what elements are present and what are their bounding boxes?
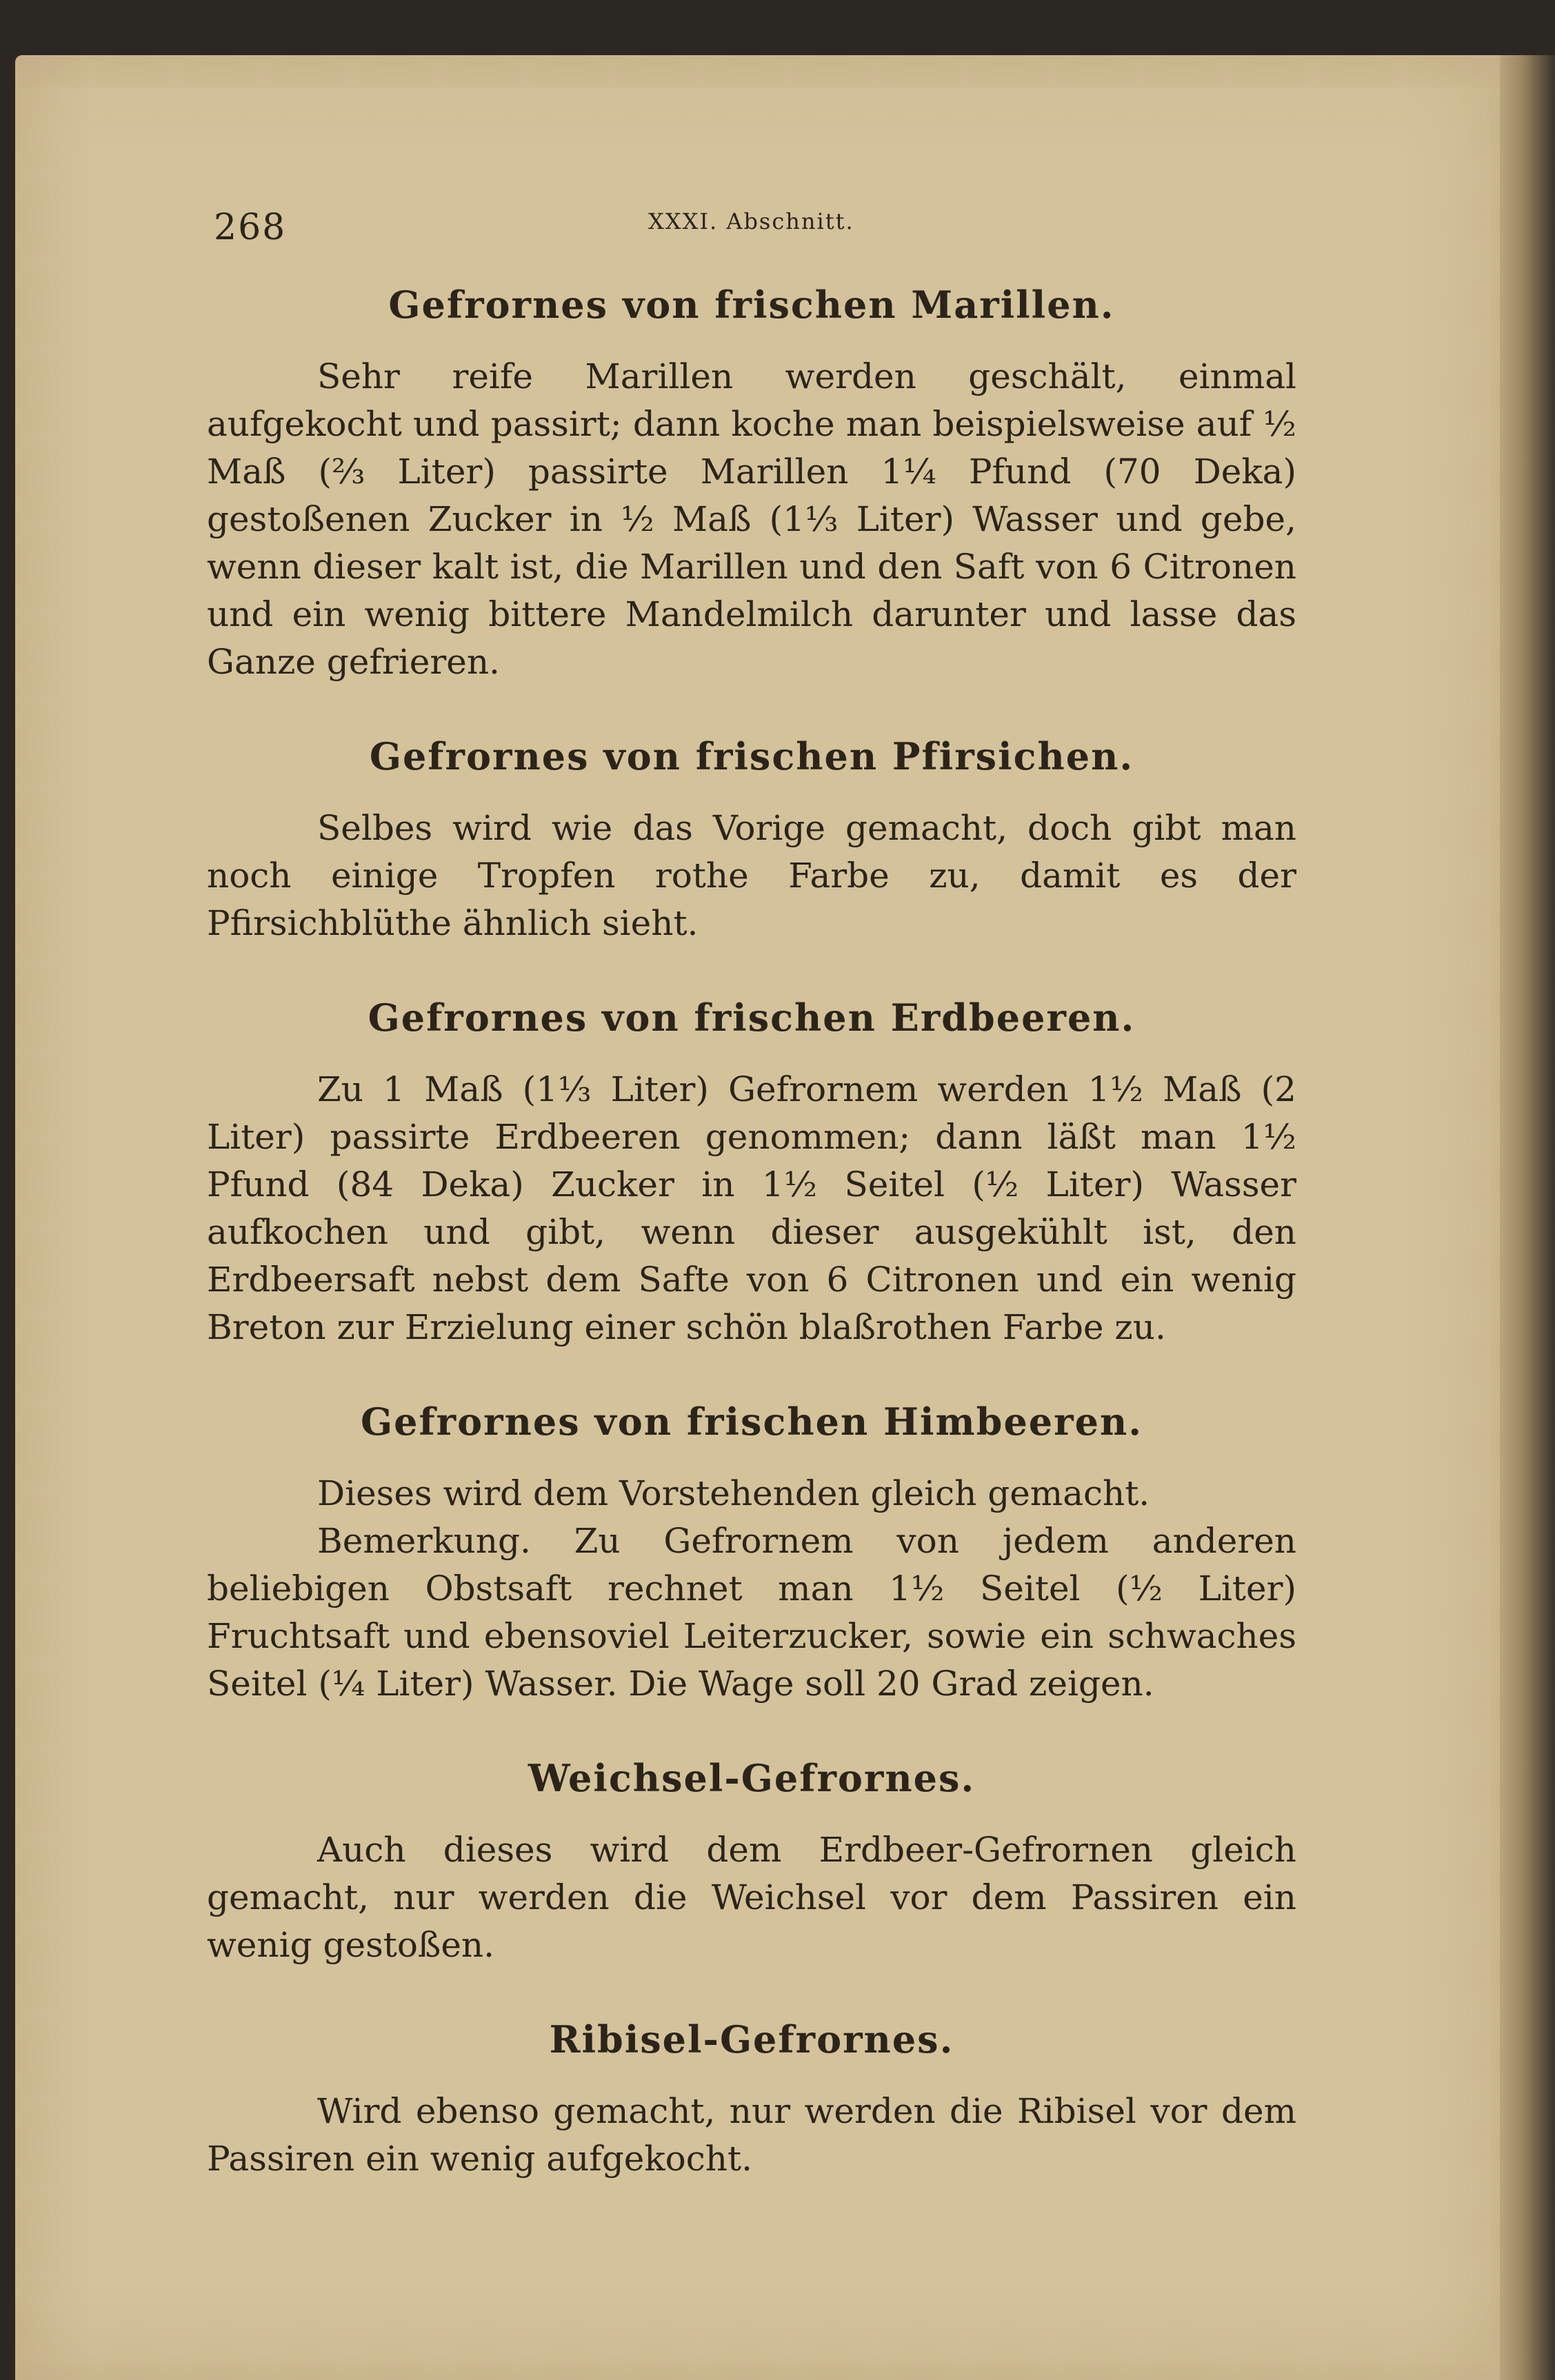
remark-text: Bemerkung. Zu Gefrornem von jedem anderen beliebigen Obstsaft rechnet man 1½ Seitel (½ Liter) Fruchtsaft und ebensoviel Leiterzucker, sowie ein schwaches Seitel (¼ Liter) Wasser. Die Wage soll 20 Grad zeigen. (207, 1521, 1296, 1704)
recipe-text: Sehr reife Marillen werden geschält, einmal aufgekocht und passirt; dann koche man beispielsweise auf ½ Maß (⅔ Liter) passirte Marillen 1¼ Pfund (70 Deka) gestoßenen Zucker in ½ Maß (1⅓ Liter) Wasser und gebe, wenn dieser kalt ist, die Marillen und den Saft von 6 Citronen und ein wenig bittere Mandelmilch darunter und lasse das Ganze gefrieren. (207, 356, 1296, 682)
recipe-title: Weichsel-Gefrornes. (528, 1756, 976, 1800)
recipe-title: Gefrornes von frischen Himbeeren. (360, 1400, 1143, 1444)
recipe-himbeeren (207, 1400, 1296, 1708)
recipe-ribisel (207, 2017, 1296, 2183)
page-gutter (1500, 55, 1555, 2380)
recipe-text: Wird ebenso gemacht, nur werden die Ribisel vor dem Passiren ein wenig aufgekocht. (207, 2091, 1296, 2179)
recipe-text: Selbes wird wie das Vorige gemacht, doch gibt man noch einige Tropfen rothe Farbe zu, damit es der Pfirsichblüthe ähnlich sieht. (207, 808, 1296, 943)
recipe-weichsel (207, 1756, 1296, 1969)
running-head (207, 193, 1296, 255)
recipe-text: Dieses wird dem Vorstehenden gleich gemacht. (317, 1473, 1150, 1513)
page-content (207, 193, 1296, 2231)
recipe-text: Auch dieses wird dem Erdbeer-Gefrornen gleich gemacht, nur werden die Weichsel vor dem Passiren ein wenig gestoßen. (207, 1830, 1296, 1965)
recipe-title: Gefrornes von frischen Marillen. (388, 283, 1115, 327)
recipe-text: Zu 1 Maß (1⅓ Liter) Gefrornem werden 1½ Maß (2 Liter) passirte Erdbeeren genommen; dann läßt man 1½ Pfund (84 Deka) Zucker in 1½ Seitel (½ Liter) Wasser aufkochen und gibt, wenn dieser ausgekühlt ist, den Erdbeersaft nebst dem Safte von 6 Citronen und ein wenig Breton zur Erzielung einer schön blaßrothen Farbe zu. (207, 1069, 1296, 1347)
recipe-title: Gefrornes von frischen Pfirsichen. (369, 734, 1134, 778)
recipe-marillen (207, 283, 1296, 686)
page-number: 268 (214, 207, 287, 248)
recipe-title: Gefrornes von frischen Erdbeeren. (368, 996, 1136, 1040)
recipe-pfirsichen (207, 734, 1296, 947)
section-label: XXXI. Abschnitt. (648, 208, 854, 234)
recipe-erdbeeren (207, 996, 1296, 1351)
recipe-title: Ribisel-Gefrornes. (549, 2017, 954, 2061)
